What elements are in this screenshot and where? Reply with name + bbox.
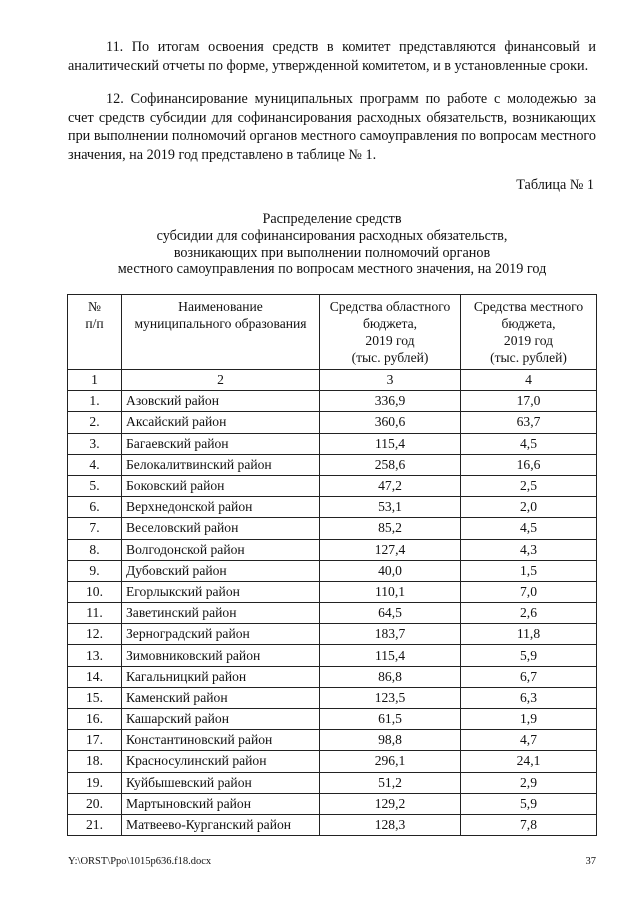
header-regional-line: Средства областного: [329, 299, 451, 314]
local-budget-value: 11,8: [461, 624, 597, 645]
table-row: [68, 518, 597, 539]
row-number: 9.: [68, 560, 122, 581]
paragraph-11-text: 11. По итогам освоения средств в комитет представляются финансовый и аналитический отчеты по форме, утвержденной комитетом, и в установленные сроки.: [68, 39, 596, 74]
regional-budget-value: 47,2: [320, 475, 461, 496]
regional-budget-value: 98,8: [320, 730, 461, 751]
header-name-line: Наименование: [178, 299, 263, 314]
row-number: 20.: [68, 793, 122, 814]
column-number: 4: [461, 370, 597, 391]
regional-budget-value: 127,4: [320, 539, 461, 560]
regional-budget-value: 115,4: [320, 433, 461, 454]
municipality-name: Кашарский район: [122, 709, 320, 730]
row-number: 12.: [68, 624, 122, 645]
page-number: 37: [585, 856, 596, 867]
table-row: [68, 751, 597, 772]
paragraph-11: [68, 38, 596, 75]
row-number: 14.: [68, 666, 122, 687]
header-num: [68, 295, 122, 370]
municipality-name: Дубовский район: [122, 560, 320, 581]
regional-budget-value: 64,5: [320, 603, 461, 624]
municipality-name: Веселовский район: [122, 518, 320, 539]
row-number: 16.: [68, 709, 122, 730]
row-number: 7.: [68, 518, 122, 539]
municipality-name: Куйбышевский район: [122, 772, 320, 793]
caption-line: местного самоуправления по вопросам местного значения, на 2019 год: [117, 261, 547, 278]
municipality-name: Егорлыкский район: [122, 581, 320, 602]
row-number: 15.: [68, 687, 122, 708]
regional-budget-value: 360,6: [320, 412, 461, 433]
municipality-name: Красносулинский район: [122, 751, 320, 772]
table-caption: [68, 211, 596, 278]
regional-budget-value: 85,2: [320, 518, 461, 539]
table-row: [68, 687, 597, 708]
table-header-row: [68, 295, 597, 370]
table-row: [68, 793, 597, 814]
table-row: [68, 560, 597, 581]
column-number-row: [68, 370, 597, 391]
table-row: [68, 814, 597, 835]
row-number: 2.: [68, 412, 122, 433]
table-row: [68, 497, 597, 518]
table-row: [68, 603, 597, 624]
local-budget-value: 1,5: [461, 560, 597, 581]
local-budget-value: 6,3: [461, 687, 597, 708]
local-budget-value: 63,7: [461, 412, 597, 433]
local-budget-value: 2,5: [461, 475, 597, 496]
local-budget-value: 16,6: [461, 454, 597, 475]
regional-budget-value: 296,1: [320, 751, 461, 772]
table-label: Таблица № 1: [516, 177, 594, 193]
local-budget-value: 2,0: [461, 497, 597, 518]
column-number: 1: [68, 370, 122, 391]
table-row: [68, 730, 597, 751]
regional-budget-value: 128,3: [320, 814, 461, 835]
header-local-line: (тыс. рублей): [490, 350, 567, 365]
regional-budget-value: 129,2: [320, 793, 461, 814]
header-name-line: муниципального образования: [134, 316, 307, 331]
local-budget-value: 5,9: [461, 645, 597, 666]
regional-budget-value: 110,1: [320, 581, 461, 602]
table-row: [68, 666, 597, 687]
municipality-name: Зимовниковский район: [122, 645, 320, 666]
regional-budget-value: 258,6: [320, 454, 461, 475]
column-number: 2: [122, 370, 320, 391]
table-row: [68, 709, 597, 730]
municipality-name: Боковский район: [122, 475, 320, 496]
table-row: [68, 391, 597, 412]
local-budget-value: 4,5: [461, 433, 597, 454]
local-budget-value: 17,0: [461, 391, 597, 412]
table-row: [68, 645, 597, 666]
subsidy-table: [67, 294, 597, 836]
municipality-name: Аксайский район: [122, 412, 320, 433]
header-regional-line: (тыс. рублей): [351, 350, 429, 365]
row-number: 4.: [68, 454, 122, 475]
row-number: 1.: [68, 391, 122, 412]
regional-budget-value: 40,0: [320, 560, 461, 581]
table-row: [68, 581, 597, 602]
local-budget-value: 5,9: [461, 793, 597, 814]
municipality-name: Зерноградский район: [122, 624, 320, 645]
header-local-budget: [461, 295, 597, 370]
table-row: [68, 539, 597, 560]
municipality-name: Белокалитвинский район: [122, 454, 320, 475]
header-local-line: Средства местного: [473, 299, 584, 314]
header-regional-line: 2019 год: [365, 333, 415, 348]
row-number: 8.: [68, 539, 122, 560]
local-budget-value: 4,5: [461, 518, 597, 539]
municipality-name: Кагальницкий район: [122, 666, 320, 687]
local-budget-value: 1,9: [461, 709, 597, 730]
row-number: 3.: [68, 433, 122, 454]
header-regional-budget: [320, 295, 461, 370]
local-budget-value: 24,1: [461, 751, 597, 772]
local-budget-value: 7,0: [461, 581, 597, 602]
municipality-name: Волгодонской район: [122, 539, 320, 560]
paragraph-12: [68, 90, 596, 164]
regional-budget-value: 336,9: [320, 391, 461, 412]
table-row: [68, 412, 597, 433]
row-number: 21.: [68, 814, 122, 835]
regional-budget-value: 51,2: [320, 772, 461, 793]
row-number: 6.: [68, 497, 122, 518]
regional-budget-value: 183,7: [320, 624, 461, 645]
municipality-name: Матвеево-Курганский район: [122, 814, 320, 835]
column-number: 3: [320, 370, 461, 391]
header-num-line: №: [88, 299, 101, 314]
regional-budget-value: 86,8: [320, 666, 461, 687]
row-number: 19.: [68, 772, 122, 793]
local-budget-value: 2,9: [461, 772, 597, 793]
row-number: 5.: [68, 475, 122, 496]
regional-budget-value: 123,5: [320, 687, 461, 708]
header-local-line: бюджета,: [501, 316, 556, 331]
table-row: [68, 454, 597, 475]
regional-budget-value: 53,1: [320, 497, 461, 518]
municipality-name: Константиновский район: [122, 730, 320, 751]
paragraph-12-text: 12. Софинансирование муниципальных программ по работе с молодежью за счет средств субсидии для софинансирования расходных обязательств, возникающих при выполнении полномочий органов местного самоуправления по вопросам местного значения, на 2019 год представлено в таблице № 1.: [68, 91, 596, 163]
table-row: [68, 433, 597, 454]
row-number: 18.: [68, 751, 122, 772]
row-number: 11.: [68, 603, 122, 624]
header-num-line: п/п: [85, 316, 104, 331]
local-budget-value: 4,3: [461, 539, 597, 560]
caption-line: субсидии для софинансирования расходных обязательств,: [156, 227, 508, 244]
row-number: 13.: [68, 645, 122, 666]
local-budget-value: 4,7: [461, 730, 597, 751]
caption-line: Распределение средств: [262, 211, 402, 227]
header-name: [122, 295, 320, 370]
regional-budget-value: 61,5: [320, 709, 461, 730]
municipality-name: Верхнедонской район: [122, 497, 320, 518]
municipality-name: Мартыновский район: [122, 793, 320, 814]
header-local-line: 2019 год: [503, 333, 554, 348]
municipality-name: Азовский район: [122, 391, 320, 412]
table-row: [68, 624, 597, 645]
header-regional-line: бюджета,: [362, 316, 418, 331]
regional-budget-value: 115,4: [320, 645, 461, 666]
footer-file-path: Y:\ORST\Ppo\1015p636.f18.docx: [68, 856, 212, 867]
caption-line: возникающих при выполнении полномочий органов: [173, 244, 491, 261]
row-number: 17.: [68, 730, 122, 751]
table-row: [68, 772, 597, 793]
local-budget-value: 2,6: [461, 603, 597, 624]
row-number: 10.: [68, 581, 122, 602]
municipality-name: Багаевский район: [122, 433, 320, 454]
table-row: [68, 475, 597, 496]
local-budget-value: 6,7: [461, 666, 597, 687]
local-budget-value: 7,8: [461, 814, 597, 835]
municipality-name: Каменский район: [122, 687, 320, 708]
municipality-name: Заветинский район: [122, 603, 320, 624]
